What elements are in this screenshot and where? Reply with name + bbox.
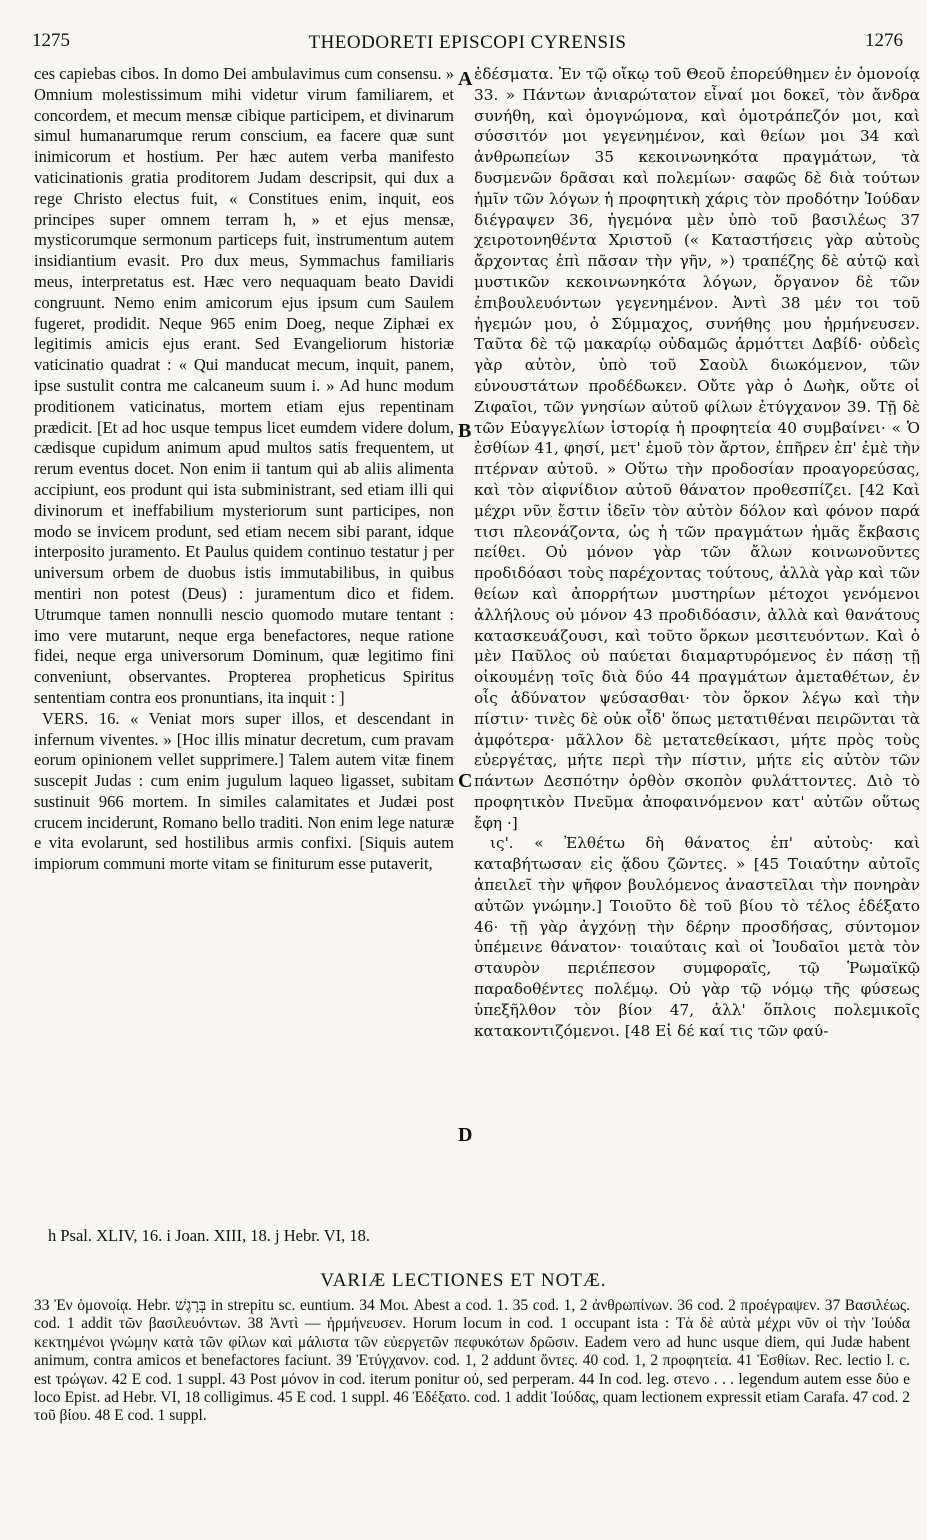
notes-paragraph: 33 Ἐν ὁμονοίᾳ. Hebr. בְּרָגֶשׁ in strepitu sc. euntium. 34 Μοι. Abest a cod. 1. 35 cod. 1, 2 ἀνθρωπίνων. 36 cod. 2 προέγραψεν. 37 Βασιλέως. cod. 1 addit τῶν βασιλευόντων. 38 Ἀντὶ — ἡρμήνευσεν. Horum locum in cod. 1 occupant ista : Τὰ δὲ αὐτὰ μέχρι νῦν οἱ τὴν Ἰούδα κεκτημένοι γνώμην κατὰ τῶν φίλων καὶ μάλιστα τῶν εὐεργετῶν πεφυκότων δρῶσιν. Eadem vero ad hunc usque diem, qui Judæ habent animum, contra amicos et benefactores faciunt. 39 Ἐτύγχανον. cod. 1, 2 addunt ὄντες. 40 cod. 1, 2 προφητεία. 41 Ἐσθίων. Rec. lectio l. c. est τρώγων. 42 E cod. 1 suppl. 43 Post μόνον in cod. iterum ponitur οὐ, sed perperam. 44 In cod. leg. στενο . . . legendum autem esse δύο e loco Epist. ad Hebr. VI, 18 colligimus. 45 E cod. 1 suppl. 46 Ἐδέξατο. cod. 1 addit Ἰούδας, quam lectionem expressit etiam Carafa. 47 cod. 2 τοῦ βίου. 48 E cod. 1 suppl. xyxy=(34,1297,910,1425)
margin-marker-d: D xyxy=(458,1124,473,1146)
scripture-footnotes: h Psal. XLIV, 16. i Joan. XIII, 18. j Hebr. VI, 18. xyxy=(48,1226,371,1245)
margin-marker-c: C xyxy=(458,770,473,792)
margin-marker-b: B xyxy=(458,420,472,442)
latin-column xyxy=(34,64,454,875)
page-header xyxy=(32,30,903,56)
running-title: THEODORETI EPISCOPI CYRENSIS xyxy=(308,32,627,53)
variant-readings-notes xyxy=(34,1297,910,1426)
greek-verse-16: ις'. « Ἐλθέτω δὴ θάνατος ἐπ' αὐτοὺς· καὶ καταβήτωσαν εἰς ᾅδου ζῶντες. » [45 Τοιαύτην αὐτοῖς ἀπειλεῖ τὴν ψῆφον βουλόμενος ἀναστεῖλαι τὴν πονηρὰν αὐτῶν γνώμην.] Τοιοῦτο δὲ τοῦ βίου τὸ τέλος ἐδέξατο 46· τῇ γὰρ ἀγχόνῃ τὴν δέρην προσδήσας, σύντομον ὑπέμεινε θάνατον· τοιαύταις καὶ οἱ Ἰουδαῖοι μετὰ τὸν σταυρὸν περιέπεσον συμφοραῖς, τῷ Ῥωμαϊκῷ παραδοθέντες πολέμῳ. Οὐ γὰρ τῷ νόμῳ τῆς φύσεως ὑπεξῆλθον τὸν βίον 47, ἀλλ' ὅπλοις πολεμικοῖς κατακοντιζόμενοι. [48 Εἰ δέ καί τις τῶν φαύ- xyxy=(474,834,920,1040)
latin-paragraph: ces capiebas cibos. In domo Dei ambulavimus cum consensu. » Omnium molestissimum mihi videtur virum familiarem, et concordem, et mecum mensæ cibique participem, et divinarum simul humanarumque rerum conscium, ea facere quæ sunt inimicorum et hostium. Per hæc autem verba manifesto vaticinationis gratia proditorem Judam descripsit, qui dux a rege Christo electus fuit, « Constitues enim, inquit, eos principes super omnem terram h, » et ejus mensæ, mysticorumque sermonum particeps fuit, instrumentum autem insidiantium evasit. Pro dux meus, Symmachus familiaris meus, interpretatus est. Hæc vero nequaquam beato Davidi congruunt. Nemo enim amicorum ejus ipsum cum Saulem fugeret, prodidit. Neque 965 enim Doeg, neque Ziphæi ex legitimis amicis ejus erant. Sed Evangeliorum historiæ vaticinatio quadrat : « Qui manducat mecum, inquit, panem, ipse sustulit contra me calcaneum suum i. » Ad hunc modum proditionem vaticinatus, mortem etiam ejus repentinam prædicit. [Et ad hoc usque tempus licet eumdem videre dolum, cædisque cupidum animum apud multos satis frequentem, ut rerum eventus docet. Non enim ii tantum qui ab aliis alimenta accipiunt, eos produnt qui ista subministrant, sed etiam illi qui divinorum et ineffabilium mysteriorum sunt participes, non modo se invicem produnt, sed etiam necem sibi parant, idque interposito juramento. Et Paulus quidem continuo testatur j per universum orbem de duobus istis immutabilibus, in quibus mentiri non potest (Deus) : juramentum dico et fidem. Utrumque tamen nonnulli nescio quomodo mutare tentant : imo vere mutarunt, neque erga benefactores, neque ratione fidei, neque erga universorum Dominum, quæ legitimo fini conveniunt, observantes. Propterea propheticus Spiritus sententiam contra eos pronuntians, ita inquit : ] xyxy=(34,64,454,707)
page-number-right: 1276 xyxy=(865,30,903,51)
page-number-left: 1275 xyxy=(32,30,70,51)
notes-heading: VARIÆ LECTIONES ET NOTÆ. xyxy=(320,1270,607,1291)
greek-paragraph: ἐδέσματα. Ἐν τῷ οἴκῳ τοῦ Θεοῦ ἐπορεύθημεν ἐν ὁμονοίᾳ 33. » Πάντων ἀνιαρώτατον εἶναί μοι δοκεῖ, τὸν ἄνδρα συνήθη, καὶ ὁμογνώμονα, καὶ ὁμοτράπεζόν μοι, καὶ σύσσιτόν μοι γεγενημένον, καὶ θείων μοι 34 καὶ ἀνθρωπείων 35 κεκοινωνηκότα πραγμάτων, τὰ δυσμενῶν δρᾶσαι καὶ πολεμίων· σαφῶς δὲ διὰ τούτων ἡμῖν τῶν λόγων ἡ προφητικὴ χάρις τὸν προδότην Ἰούδαν διέγραψεν 36, ἡγεμόνα μὲν ὑπὸ τοῦ βασιλέως 37 χειροτονηθέντα Χριστοῦ (« Καταστήσεις γὰρ αὐτοὺς ἄρχοντας ἐπὶ πᾶσαν τὴν γῆν, ») τραπέζης δὲ αὐτῷ καὶ μυστικῶν κεκοινωνηκότα λόγων, ὄργανον δὲ τῶν ἐπιβουλευόντων γεγενημένον. Ἀντὶ 38 μέν τοι τοῦ ἡγεμών μου, ὁ Σύμμαχος, συνήθης μου ἡρμήνευσεν. Ταῦτα δὲ τῷ μακαρίῳ οὐδαμῶς ἁρμόττει Δαβίδ· οὐδεὶς γὰρ αὐτὸν, ὑπὸ τοῦ Σαοὺλ διωκόμενον, τῶν εὐνουστάτων προδέδωκεν. Οὔτε γὰρ ὁ Δωὴκ, οὔτε οἱ Ζιφαῖοι, τῶν γνησίων αὐτοῦ φίλων ἐτύγχανον 39. Τῇ δὲ τῶν Εὐαγγελίων ἱστορίᾳ ἡ προφητεία 40 συμβαίνει· « Ὁ ἐσθίων 41, φησί, μετ' ἐμοῦ τὸν ἄρτον, ἐπῆρεν ἐπ' ἐμὲ τὴν πτέρναν αὐτοῦ. » Οὕτω τὴν προδοσίαν προαγορεύσας, καὶ τὸν αἰφνίδιον αὐτοῦ θάνατον προθεσπίζει. [42 Καὶ μέχρι νῦν ἔστιν ἰδεῖν τὸν αὐτὸν δόλον καὶ φόνον παρά τισι πλεονάζοντα, ὡς ἡ τῶν πραγμάτων ἡμᾶς ἔκβασις πείθει. Οὐ μόνον γὰρ τῶν ἄλων κοινωνοῦντες προδιδόασι τοὺς παρέχοντας τούτους, ἀλλὰ γὰρ καὶ τῶν θείων καὶ ἀπορρήτων μυστηρίων μέτοχοι γενόμενοι ἀλλήλους οὐ μόνον 43 προδιδόασιν, ἀλλὰ καὶ θανάτους κατασκευάζουσι, καὶ τοῦτο ὅρκων μεσιτευόντων. Καὶ ὁ μὲν Παῦλος οὐ παύεται διαμαρτυρόμενος ἐν πάσῃ τῇ οἰκουμένῃ τοῖς διὰ δύο 44 πραγμάτων ἀμεταθέτων, ἐν οἷς ἀδύνατον ψεύσασθαι· τὸν ὅρκον λέγω καὶ τὴν πίστιν· τινὲς δὲ οὐκ οἶδ' ὅπως μετατιθέναι πειρῶνται τὰ ἀμφότερα· μᾶλλον δὲ μετατεθείκασι, μήτε πρὸς τοὺς εὐεργέτας, μήτε περὶ τὴν πίστιν, μήτε εἰς αὐτὸν τῶν πάντων Δεσπότην ὀρθὸν σκοπὸν φυλάττοντες. Διὸ τὸ προφητικὸν Πνεῦμα ἀποφαινόμενον κατ' αὐτῶν οὕτως ἔφη ·] xyxy=(474,65,920,832)
margin-marker-a: A xyxy=(458,68,473,90)
greek-column xyxy=(474,64,920,1041)
latin-verse-16: VERS. 16. « Veniat mors super illos, et descendant in infernum viventes. » [Hoc illis minatur decretum, cum pravam eorum opinionem vellet supprimere.] Talem autem vitæ finem suscepit Judas : cum enim jugulum laqueo ligasset, subitam sustinuit 966 mortem. In similes calamitates et Judæi post crucem inciderunt, Romano bello traditi. Non enim lege naturæ e vita evolarunt, sed hostilibus armis confixi. [Siquis autem impiorum communi morte vitam se finiturum esse putaverit, xyxy=(34,708,454,874)
